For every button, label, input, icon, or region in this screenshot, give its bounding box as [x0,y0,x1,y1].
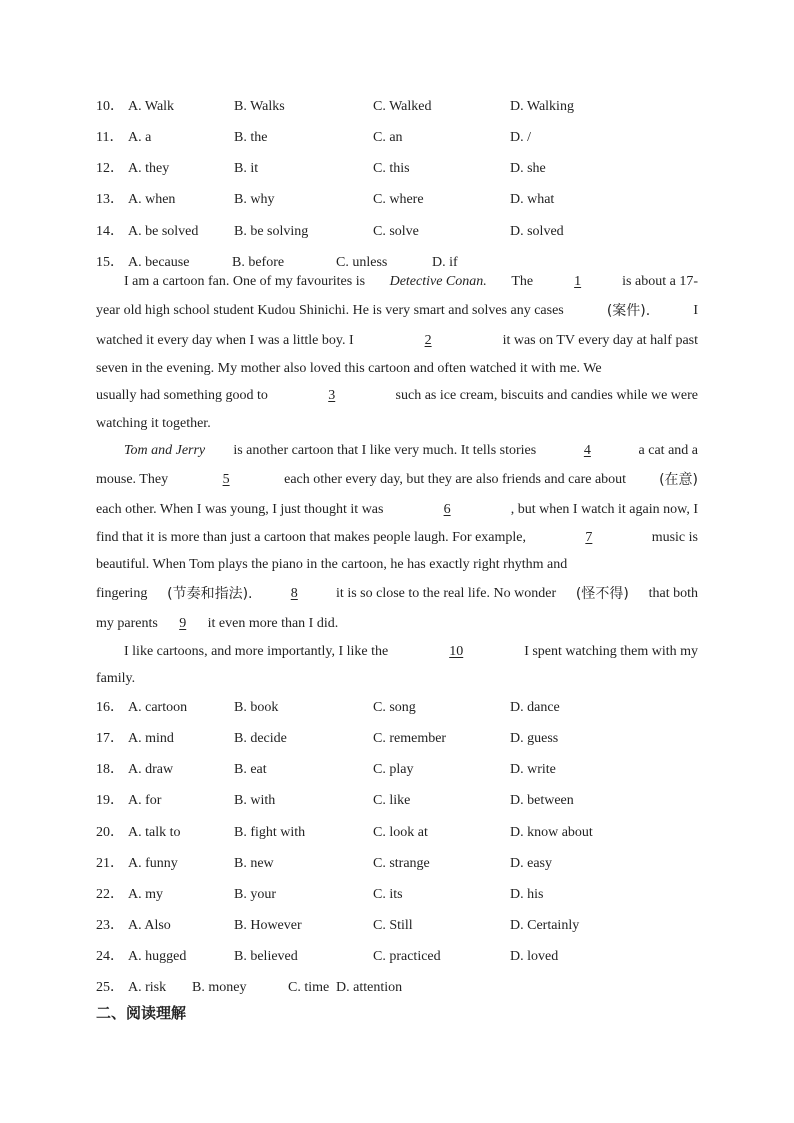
chinese-gloss: (案件). [606,303,651,319]
option-b: B. Walks [234,99,285,114]
option-d: D. if [432,255,458,270]
option-a: A. talk to [128,825,181,840]
blank-7: 7 [585,530,593,545]
question-12 [96,159,706,179]
passage-text: I [693,303,698,318]
option-b: B. eat [234,762,267,777]
option-b: B. it [234,161,259,176]
passage-text: family. [96,671,136,686]
option-b: B. decide [234,731,287,746]
passage-line [96,301,698,321]
question-14 [96,222,706,242]
option-a: A. be solved [128,224,199,239]
passage-line [96,669,698,689]
section-heading: 二、阅读理解 [96,1004,187,1022]
option-c: C. an [373,130,403,145]
question-number: 12． [96,161,124,176]
option-b: B. with [234,793,276,808]
passage-line [124,272,698,292]
passage-text: it even more than I did. [207,616,339,631]
option-c: C. this [373,161,410,176]
question-number: 15． [96,255,124,270]
option-a: A. cartoon [128,700,188,715]
option-d: D. between [510,793,574,808]
passage-text: year old high school student Kudou Shinichi. He is very smart and solves any cases [96,303,564,318]
question-24 [96,947,706,967]
question-18 [96,760,706,780]
passage-text: my parents [96,616,158,631]
option-b: B. before [232,255,285,270]
question-20 [96,823,706,843]
option-c: C. unless [336,255,388,270]
option-b: B. However [234,918,302,933]
question-number: 20． [96,825,124,840]
option-d: D. attention [336,980,403,995]
option-d: D. dance [510,700,560,715]
passage-line [96,614,698,634]
blank-3: 3 [328,388,336,403]
question-22 [96,885,706,905]
question-10 [96,97,706,117]
option-c: C. practiced [373,949,441,964]
option-d: D. guess [510,731,559,746]
option-c: C. look at [373,825,428,840]
option-c: C. play [373,762,414,777]
passage-text: beautiful. When Tom plays the piano in the cartoon, he has exactly right rhythm and [96,557,568,572]
passage-text: , but when I watch it again now, I [510,502,698,517]
passage-title-italic: Detective Conan. [389,274,487,289]
blank-8: 8 [290,586,298,601]
question-13 [96,190,706,210]
option-d: D. she [510,161,546,176]
option-a: A. Walk [128,99,175,114]
option-a: A. because [128,255,190,270]
option-b: B. fight with [234,825,306,840]
question-number: 21． [96,856,124,871]
passage-text: music is [651,530,698,545]
option-c: C. solve [373,224,419,239]
option-b: B. be solving [234,224,309,239]
passage-text: such as ice cream, biscuits and candies while we were [395,388,698,403]
question-number: 11． [96,130,124,145]
question-16 [96,698,706,718]
question-number: 16． [96,700,124,715]
option-b: B. the [234,130,268,145]
passage-line [96,470,698,490]
passage-text: I am a cartoon fan. One of my favourites is [124,274,366,289]
option-a: A. they [128,161,170,176]
option-d: D. solved [510,224,564,239]
chinese-gloss: (在意) [659,472,698,488]
option-b: B. believed [234,949,298,964]
passage-line [96,359,698,379]
passage-text: that both [648,586,698,601]
blank-9: 9 [179,616,187,631]
option-c: C. time [288,980,330,995]
passage-text: it was on TV every day at half past [502,333,698,348]
passage-text: fingering [96,586,148,601]
passage-text: it is so close to the real life. No wonder [336,586,557,601]
option-a: A. funny [128,856,178,871]
passage-text: watching it together. [96,416,211,431]
blank-5: 5 [222,472,230,487]
option-b: B. your [234,887,276,902]
passage-line [96,500,698,520]
passage-text: a cat and a [638,443,698,458]
question-25 [96,978,706,998]
passage-text: I spent watching them with my [524,644,698,659]
question-23 [96,916,706,936]
option-c: C. Walked [373,99,432,114]
chinese-gloss: (节奏和指法). [167,586,253,602]
question-21 [96,854,706,874]
question-number: 10． [96,99,124,114]
option-d: D. his [510,887,544,902]
question-number: 23． [96,918,124,933]
option-a: A. my [128,887,163,902]
passage-text: mouse. They [96,472,169,487]
option-a: A. for [128,793,162,808]
option-d: D. easy [510,856,552,871]
passage-line [96,528,698,548]
option-c: C. its [373,887,403,902]
option-d: D. know about [510,825,593,840]
option-b: B. book [234,700,279,715]
question-15 [96,253,706,273]
option-b: B. why [234,192,275,207]
passage-text: each other every day, but they are also friends and care about [284,472,627,487]
question-number: 14． [96,224,124,239]
question-number: 24． [96,949,124,964]
option-c: C. Still [373,918,413,933]
option-a: A. draw [128,762,174,777]
question-number: 13． [96,192,124,207]
option-a: A. mind [128,731,174,746]
option-d: D. Walking [510,99,574,114]
option-c: C. strange [373,856,430,871]
option-c: C. where [373,192,424,207]
option-a: A. Also [128,918,171,933]
passage-text: watched it every day when I was a little boy. I [96,333,354,348]
passage-text: find that it is more than just a cartoon that makes people laugh. For example, [96,530,527,545]
question-19 [96,791,706,811]
question-number: 22． [96,887,124,902]
passage-text: The [511,274,534,289]
passage-text: is another cartoon that I like very much. It tells stories [233,443,537,458]
passage-text: seven in the evening. My mother also loved this cartoon and often watched it with me. We [96,361,602,376]
question-number: 17． [96,731,124,746]
passage-line [96,584,698,604]
question-17 [96,729,706,749]
passage-text: I like cartoons, and more importantly, I like the [124,644,389,659]
passage-line [96,414,698,434]
question-number: 25． [96,980,124,995]
option-d: D. loved [510,949,559,964]
option-b: B. new [234,856,274,871]
blank-1: 1 [574,274,582,289]
passage-line [96,555,698,575]
option-a: A. risk [128,980,167,995]
blank-10: 10 [449,644,464,659]
passage-text: is about a 17- [622,274,698,289]
option-a: A. hugged [128,949,187,964]
question-11 [96,128,706,148]
passage-line [96,386,698,406]
passage-title-italic: Tom and Jerry [124,443,206,458]
passage-line [124,441,698,461]
option-c: C. like [373,793,411,808]
passage-text: each other. When I was young, I just thought it was [96,502,384,517]
option-d: D. write [510,762,556,777]
option-b: B. money [192,980,247,995]
question-number: 19． [96,793,124,808]
question-number: 18． [96,762,124,777]
passage-line [124,642,698,662]
option-c: C. song [373,700,416,715]
blank-6: 6 [443,502,451,517]
blank-4: 4 [583,443,591,458]
chinese-gloss: (怪不得) [575,586,629,602]
option-d: D. what [510,192,555,207]
passage-text: usually had something good to [96,388,268,403]
option-a: A. a [128,130,152,145]
option-a: A. when [128,192,176,207]
option-c: C. remember [373,731,447,746]
passage-line [96,331,698,351]
option-d: D. Certainly [510,918,580,933]
option-d: D. / [510,130,531,145]
blank-2: 2 [424,333,432,348]
